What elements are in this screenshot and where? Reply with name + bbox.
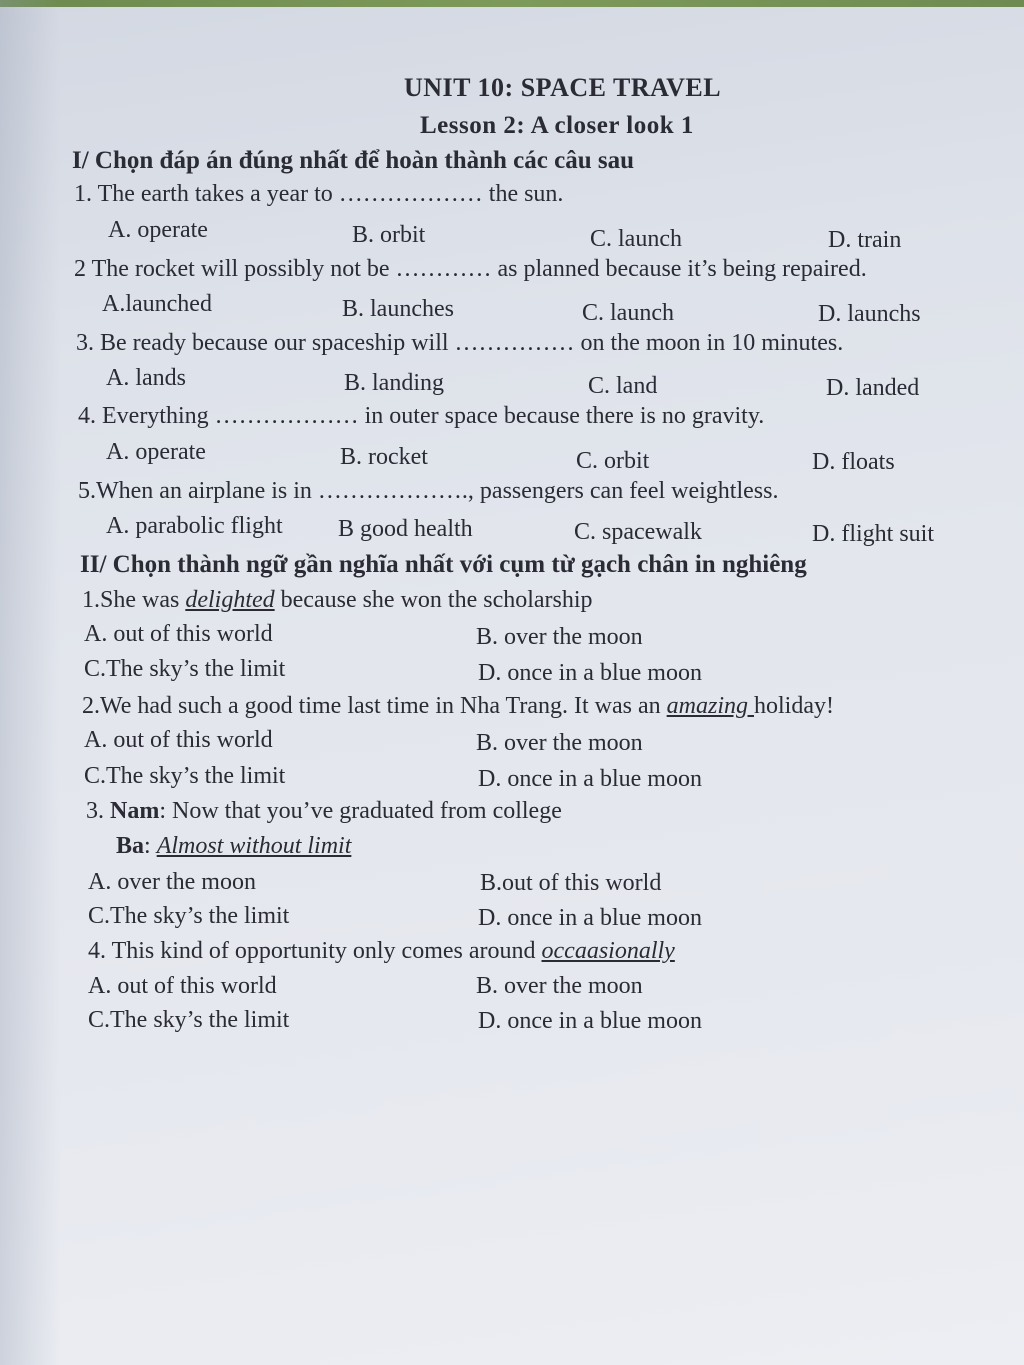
s1-question-2: 2 The rocket will possibly not be ………… as planned because it’s being repaired. <box>74 256 867 282</box>
s2-question-2 <box>82 692 834 720</box>
s2-q3-option-a: A. over the moon <box>88 869 256 895</box>
s2-q3-option-b: B.out of this world <box>480 870 662 896</box>
s2-q2-option-a: A. out of this world <box>84 727 273 753</box>
s1-q1-option-c: C. launch <box>590 226 682 252</box>
s2-q2-option-c: C.The sky’s the limit <box>84 763 286 789</box>
s1-q4-option-a: A. operate <box>106 439 206 465</box>
s2-q1-option-c: C.The sky’s the limit <box>84 656 286 682</box>
s2-question-3 <box>86 797 562 825</box>
s2-q3-option-c: C.The sky’s the limit <box>88 903 290 929</box>
s1-q5-option-b: B good health <box>338 516 473 542</box>
s2-q1-option-d: D. once in a blue moon <box>478 660 702 686</box>
s2-q4-option-c: C.The sky’s the limit <box>88 1007 290 1033</box>
s2-question-4 <box>88 937 675 965</box>
s1-q1-option-a: A. operate <box>108 217 208 243</box>
photo-top-edge <box>0 0 1024 7</box>
s1-q1-option-d: D. train <box>828 227 902 253</box>
s1-q5-option-a: A. parabolic flight <box>106 513 283 539</box>
s2-q1-option-b: B. over the moon <box>476 624 643 650</box>
s2-q2-text-after: holiday! <box>753 693 834 719</box>
s2-q3-underlined: Almost without limit <box>156 833 352 859</box>
s2-q2-underlined: amazing <box>666 693 754 719</box>
s2-q3-number: 3. <box>86 798 110 824</box>
s2-q4-text-before: 4. This kind of opportunity only comes around <box>88 938 542 964</box>
s1-q1-option-b: B. orbit <box>352 222 426 248</box>
section2-heading: II/ Chọn thành ngữ gần nghĩa nhất với cụm từ gạch chân in nghiêng <box>80 551 807 578</box>
s1-q4-option-d: D. floats <box>812 449 895 475</box>
s1-q5-option-c: C. spacewalk <box>574 519 702 545</box>
s2-q1-text-before: 1.She was <box>82 587 186 613</box>
s1-q2-option-a: A.launched <box>102 291 212 317</box>
s2-q4-option-b: B. over the moon <box>476 973 643 999</box>
s2-q3-reply <box>116 832 351 860</box>
s1-q5-option-d: D. flight suit <box>812 521 935 547</box>
s1-question-3: 3. Be ready because our spaceship will …………… on the moon in 10 minutes. <box>76 330 844 356</box>
s2-q1-underlined: delighted <box>185 587 275 613</box>
s1-q2-option-d: D. launchs <box>818 301 921 327</box>
s1-q2-option-c: C. launch <box>582 300 674 326</box>
s2-q1-text-after: because she won the scholarship <box>274 587 593 613</box>
s2-q3-speaker-nam: Nam <box>110 798 160 824</box>
s1-q4-option-b: B. rocket <box>340 444 428 470</box>
section1-heading: I/ Chọn đáp án đúng nhất để hoàn thành các câu sau <box>72 147 635 174</box>
s1-question-4: 4. Everything ……………… in outer space because there is no gravity. <box>78 403 765 429</box>
s1-q3-option-b: B. landing <box>344 370 444 396</box>
s1-q3-option-d: D. landed <box>826 375 920 401</box>
s2-q3-speaker-ba: Ba <box>116 833 145 859</box>
s1-q2-option-b: B. launches <box>342 296 454 322</box>
s1-q4-option-c: C. orbit <box>576 448 650 474</box>
s2-q3-colon: : <box>144 833 157 859</box>
s2-q2-option-d: D. once in a blue moon <box>478 766 702 792</box>
s2-question-1 <box>82 586 593 614</box>
s2-q4-underlined: occaasionally <box>541 938 675 964</box>
s2-q4-option-d: D. once in a blue moon <box>478 1008 702 1034</box>
lesson-title: Lesson 2: A closer look 1 <box>420 112 694 139</box>
s2-q1-option-a: A. out of this world <box>84 621 273 647</box>
s1-q3-option-a: A. lands <box>106 365 186 391</box>
page-title: UNIT 10: SPACE TRAVEL <box>404 73 722 102</box>
s1-question-1: 1. The earth takes a year to ……………… the sun. <box>74 181 564 207</box>
s1-question-5: 5.When an airplane is in ………………., passengers can feel weightless. <box>78 478 779 504</box>
s2-q4-option-a: A. out of this world <box>88 973 277 999</box>
photo-shadow <box>0 0 60 1365</box>
s2-q2-option-b: B. over the moon <box>476 730 643 756</box>
s2-q3-option-d: D. once in a blue moon <box>478 905 702 931</box>
s2-q3-line1: : Now that you’ve graduated from college <box>159 798 562 824</box>
s1-q3-option-c: C. land <box>588 373 658 399</box>
s2-q2-text-before: 2.We had such a good time last time in Nha Trang. It was an <box>82 693 667 719</box>
